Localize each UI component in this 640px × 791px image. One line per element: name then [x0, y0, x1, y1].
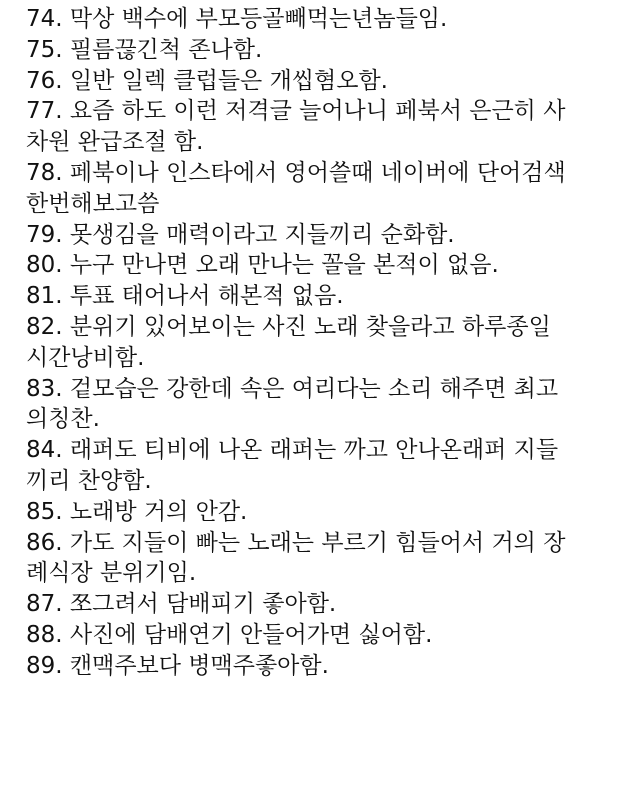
list-item-text: 85. 노래방 거의 안감.: [26, 498, 248, 525]
list-item-text-continued: 끼리 찬양함.: [26, 467, 152, 494]
list-item-text: 77. 요즘 하도 이런 저격글 늘어나니 페북서 은근히 사: [26, 98, 566, 125]
list-item: [26, 651, 630, 682]
list-item-text: 79. 못생김을 매력이라고 지들끼리 순화함.: [26, 221, 455, 248]
list-item: [26, 620, 630, 651]
list-item-text: 74. 막상 백수에 부모등골빼먹는년놈들임.: [26, 6, 448, 32]
list-item-text: 87. 쪼그려서 담배피기 좋아함.: [26, 591, 337, 618]
list-item-text: 86. 가도 지들이 빠는 노래는 부르기 힘들어서 거의 장: [26, 529, 566, 556]
list-item-text-continued: 의칭찬.: [26, 406, 100, 433]
list-item: [26, 528, 630, 590]
list-item: [26, 220, 630, 251]
list-item-text-continued: 차원 완급조절 함.: [26, 129, 204, 156]
list-item: [26, 96, 630, 158]
list-item-text: 80. 누구 만나면 오래 만나는 꼴을 본적이 없음.: [26, 252, 499, 279]
list-item: [26, 374, 630, 436]
list-item-text-continued: 례식장 분위기임.: [26, 560, 197, 587]
list-item: [26, 66, 630, 97]
list-item: [26, 435, 630, 497]
list-item: [26, 312, 630, 374]
list-item: [26, 158, 630, 220]
list-item: [26, 35, 630, 66]
list-item-text: 81. 투표 태어나서 해본적 없음.: [26, 283, 344, 310]
list-item: [26, 250, 630, 281]
list-item: [26, 589, 630, 620]
list-item-text: 89. 캔맥주보다 병맥주좋아함.: [26, 652, 329, 679]
list-item-text: 82. 분위기 있어보이는 사진 노래 찾을라고 하루종일: [26, 313, 551, 340]
list-item-text-continued: 시간낭비함.: [26, 344, 145, 371]
list-item-text: 76. 일반 일렉 클럽들은 개씹혐오함.: [26, 67, 388, 94]
list-item: [26, 281, 630, 312]
list-item-text: 84. 래퍼도 티비에 나온 래퍼는 까고 안나온래퍼 지들: [26, 437, 559, 464]
list-item: [26, 497, 630, 528]
list-item-text: 78. 페북이나 인스타에서 영어쓸때 네이버에 단어검색: [26, 159, 566, 186]
list-item-text: 75. 필름끊긴척 존나함.: [26, 36, 263, 63]
list-item-text: 83. 겉모습은 강한데 속은 여리다는 소리 해주면 최고: [26, 375, 559, 402]
list-item-text-continued: 한번해보고씀: [26, 190, 160, 217]
list-item: [26, 4, 630, 35]
list-item-text: 88. 사진에 담배연기 안들어가면 싫어함.: [26, 621, 433, 648]
